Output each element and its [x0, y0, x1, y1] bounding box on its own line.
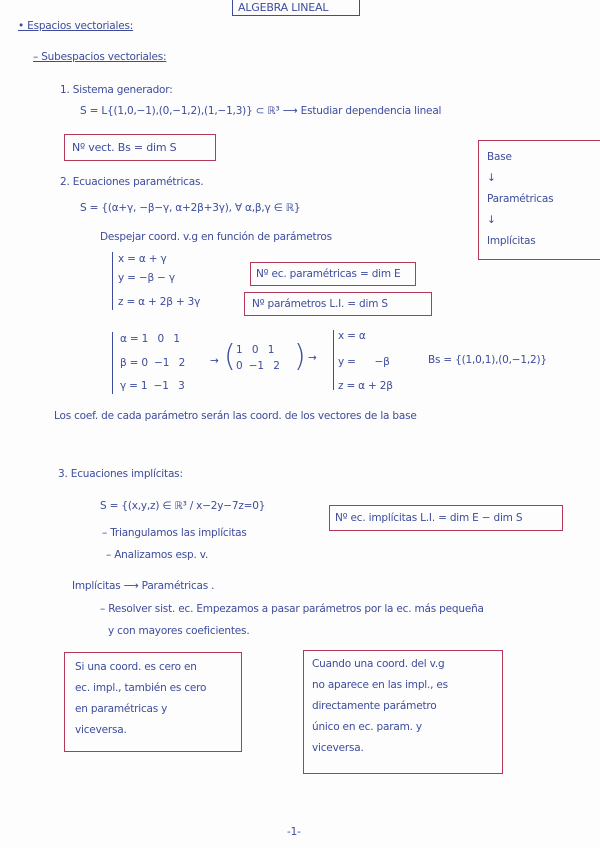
matrix-paren: )	[294, 339, 306, 374]
system-line: y = −β − γ	[118, 272, 175, 284]
subsection-heading: – Subespacios vectoriales:	[33, 51, 167, 63]
note-left-line: ec. impl., también es cero	[75, 682, 207, 694]
note-right-line: único en ec. param. y	[312, 721, 422, 733]
coef-row: α = 1 0 1	[120, 333, 180, 345]
conversion-heading: Implícitas ⟶ Paramétricas .	[72, 580, 215, 592]
coef-row: γ = 1 −1 3	[120, 380, 185, 392]
system-line: z = α + 2β + 3γ	[118, 296, 201, 308]
arrow-down-icon: ↓	[487, 172, 496, 184]
flow-parametricas: Paramétricas	[487, 193, 554, 205]
page-title: ALGEBRA LINEAL	[238, 1, 329, 14]
note-right-line: directamente parámetro	[312, 700, 437, 712]
arrow-right-icon: →	[210, 355, 219, 367]
implicitas-heading: 3. Ecuaciones implícitas:	[58, 468, 183, 480]
system2-brace	[333, 330, 334, 390]
implicitas-equation: S = {(x,y,z) ∈ ℝ³ / x−2y−7z=0}	[100, 500, 266, 512]
parametricas-note: Despejar coord. v.g en función de parámetros	[100, 231, 332, 243]
generador-heading: 1. Sistema generador:	[60, 84, 173, 96]
parametricas-heading: 2. Ecuaciones paramétricas.	[60, 176, 204, 188]
note-left-line: en paramétricas y	[75, 703, 168, 715]
coef-row: β = 0 −1 2	[120, 357, 186, 369]
implicitas-step: – Analizamos esp. v.	[106, 549, 209, 561]
param-box-1-text: Nº ec. paramétricas = dim E	[256, 268, 401, 280]
system2-line: x = α	[338, 330, 366, 342]
arrow-right-icon: →	[308, 352, 317, 364]
matrix-row: 0 −1 2	[236, 360, 280, 372]
generador-box-text: Nº vect. Bs = dim S	[72, 141, 177, 154]
page-number: -1-	[287, 826, 301, 838]
parametricas-equation: S = {(α+γ, −β−γ, α+2β+3γ), ∀ α,β,γ ∈ ℝ}	[80, 202, 301, 214]
implicitas-box-text: Nº ec. implícitas L.I. = dim E − dim S	[335, 512, 523, 524]
matrix-paren: (	[224, 339, 236, 374]
basis: Bs = {(1,0,1),(0,−1,2)}	[428, 354, 547, 366]
flow-box	[478, 140, 600, 260]
conversion-line: y con mayores coeficientes.	[108, 625, 250, 637]
note-left-line: viceversa.	[75, 724, 127, 736]
note-right-line: no aparece en las impl., es	[312, 679, 448, 691]
param-box-2-text: Nº parámetros L.I. = dim S	[252, 298, 388, 310]
parametricas-conclusion: Los coef. de cada parámetro serán las coord. de los vectores de la base	[54, 410, 417, 422]
system-brace	[112, 252, 113, 310]
flow-base: Base	[487, 151, 512, 163]
flow-implicitas: Implícitas	[487, 235, 536, 247]
system-line: x = α + γ	[118, 253, 167, 265]
note-left-box	[64, 652, 242, 752]
implicitas-step: – Triangulamos las implícitas	[102, 527, 247, 539]
matrix-row: 1 0 1	[236, 344, 275, 356]
conversion-line: – Resolver sist. ec. Empezamos a pasar parámetros por la ec. más pequeña	[100, 603, 484, 615]
note-left-line: Si una coord. es cero en	[75, 661, 197, 673]
section-heading: • Espacios vectoriales:	[18, 20, 134, 32]
system2-line: y = −β	[338, 356, 390, 368]
note-right-line: Cuando una coord. del v.g	[312, 658, 445, 670]
arrow-down-icon: ↓	[487, 214, 496, 226]
note-right-line: viceversa.	[312, 742, 364, 754]
note-right-box	[303, 650, 503, 774]
coef-brace	[112, 332, 113, 394]
system2-line: z = α + 2β	[338, 380, 393, 392]
generador-equation: S = L{(1,0,−1),(0,−1,2),(1,−1,3)} ⊂ ℝ³ ⟶ Estudiar dependencia lineal	[80, 105, 442, 117]
